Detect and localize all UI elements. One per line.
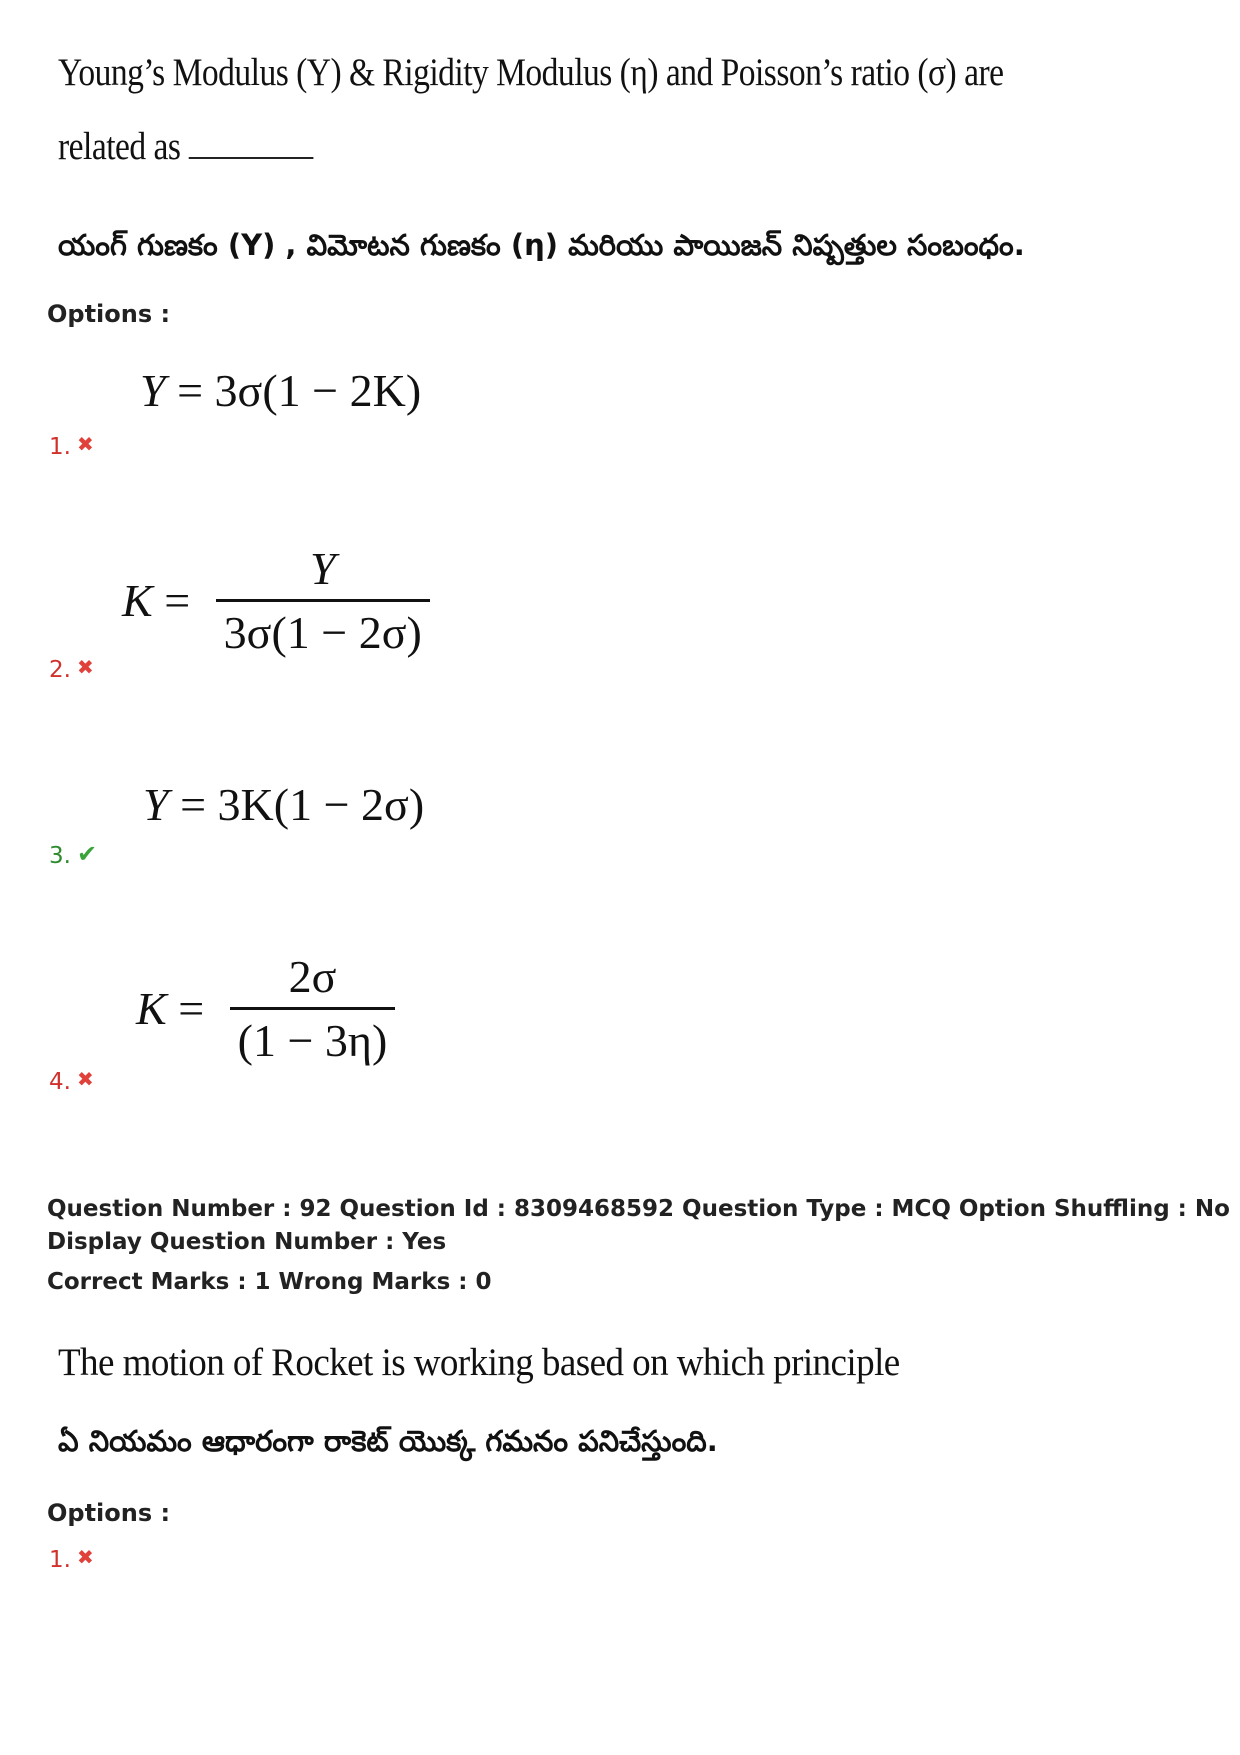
- question-92-option-1-number: 1.: [49, 1547, 71, 1573]
- cross-icon: ✖: [76, 655, 94, 679]
- question-text-en-line2: [58, 124, 314, 169]
- option-1-rhs: 3σ(1 − 2K): [214, 365, 422, 416]
- option-2-numerator: Y: [309, 543, 336, 594]
- question-text-te: యంగ్ గుణకం (Y) , విమోటన గుణకం (η) మరియు పాయిజన్ నిష్పత్తుల సంబంధం.: [58, 228, 1025, 262]
- option-1-lhs: Y: [140, 365, 166, 416]
- option-2-lhs: K: [122, 575, 153, 626]
- option-2-equals: =: [164, 575, 191, 626]
- option-4-fraction: [230, 950, 396, 1067]
- option-2-number: 2.: [49, 657, 71, 683]
- option-4-marker[interactable]: [49, 1067, 94, 1095]
- cross-icon: ✖: [76, 432, 94, 456]
- question-text-en-line1: Young’s Modulus (Y) & Rigidity Modulus (η) and Poisson’s ratio (σ) are: [58, 51, 1004, 94]
- option-1-formula: [140, 364, 421, 417]
- answer-blank: [189, 127, 314, 159]
- option-4-numerator: 2σ: [288, 951, 337, 1002]
- option-1-marker[interactable]: [49, 432, 94, 460]
- option-4-number: 4.: [49, 1069, 71, 1095]
- option-3-equals: =: [180, 779, 218, 830]
- check-icon: ✔: [76, 840, 98, 868]
- option-3-number: 3.: [49, 843, 71, 869]
- question-meta-line2: Display Question Number : Yes: [47, 1229, 447, 1255]
- option-2-formula: [122, 542, 430, 659]
- option-2-marker[interactable]: [49, 655, 94, 683]
- question-text-en-line2-label: related as: [58, 125, 181, 168]
- question-92-text-en: The motion of Rocket is working based on which principle: [58, 1341, 900, 1384]
- option-3-rhs: 3K(1 − 2σ): [217, 779, 425, 830]
- question-92-option-1-marker[interactable]: [49, 1545, 94, 1573]
- option-4-equals: =: [178, 983, 205, 1034]
- question-meta-line3: Correct Marks : 1 Wrong Marks : 0: [47, 1269, 492, 1295]
- option-3-marker[interactable]: [49, 840, 97, 869]
- question-92-text-te: ఏ నియమం ఆధారంగా రాకెట్ యొక్క గమనం పనిచేస్తుంది.: [58, 1424, 718, 1458]
- option-1-number: 1.: [49, 434, 71, 460]
- option-1-equals: =: [177, 365, 215, 416]
- option-2-denominator: 3σ(1 − 2σ): [216, 599, 430, 659]
- options-label: Options :: [47, 300, 171, 328]
- option-4-lhs: K: [136, 983, 167, 1034]
- question-meta-line1: Question Number : 92 Question Id : 8309468592 Question Type : MCQ Option Shuffling : No: [47, 1196, 1230, 1222]
- option-4-formula: [136, 950, 395, 1067]
- option-2-fraction: [216, 542, 430, 659]
- cross-icon: ✖: [76, 1545, 94, 1569]
- option-3-formula: [143, 778, 424, 831]
- question-92-options-label: Options :: [47, 1499, 171, 1527]
- option-3-lhs: Y: [143, 779, 169, 830]
- cross-icon: ✖: [76, 1067, 94, 1091]
- option-4-denominator: (1 − 3η): [230, 1007, 396, 1067]
